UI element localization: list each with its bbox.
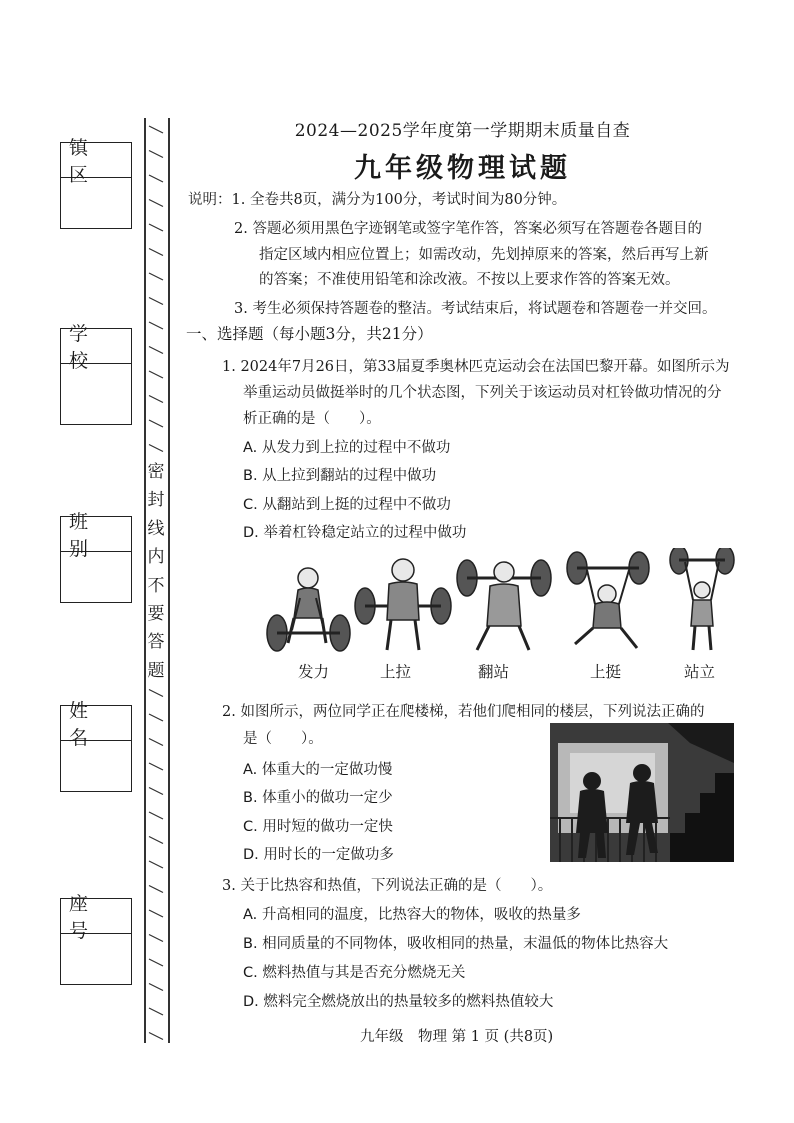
field-seat-label: 座 号 [61, 899, 131, 934]
lifter-stand [670, 548, 734, 650]
hatch-mark [149, 347, 163, 354]
q1-stem: 析正确的是（ ）。 [243, 411, 381, 427]
instruction-line: 3. 考生必须保持答题卷的整洁。考试结束后，将试题卷和答题卷一并交回。 [234, 301, 717, 317]
section-title: 一、选择题（每小题3分，共21分） [186, 325, 433, 343]
seal-char: 封 [147, 490, 165, 511]
hatch-mark [149, 1033, 163, 1040]
q2-stem: 是（ ）。 [243, 731, 323, 747]
weightlifting-figure [262, 548, 742, 658]
hatch-mark [149, 763, 163, 770]
seal-char: 答 [147, 632, 165, 653]
q2-option-d: D. 用时长的一定做功多 [243, 847, 394, 863]
seal-char: 内 [147, 547, 165, 568]
field-seat [60, 893, 132, 985]
field-school [60, 323, 132, 425]
field-class [60, 511, 132, 603]
q3-option-a: A. 升高相同的温度，比热容大的物体，吸收的热量多 [243, 907, 581, 923]
field-class-label: 班 别 [61, 517, 131, 552]
q1-option-c: C. 从翻站到上挺的过程中不做功 [243, 497, 451, 513]
hatch-mark [149, 371, 163, 378]
q3-option-d: D. 燃料完全燃烧放出的热量较多的燃料热值较大 [243, 994, 554, 1010]
q2-option-b: B. 体重小的做功一定少 [243, 790, 393, 806]
hatch-mark [149, 935, 163, 942]
q1-option-a: A. 从发力到上拉的过程中不做功 [243, 440, 451, 456]
hatch-mark [149, 812, 163, 819]
lifter-pull-up [355, 559, 451, 650]
q1-option-b: B. 从上拉到翻站的过程中做功 [243, 468, 437, 484]
exam-title: 2024—2025学年度第一学期期末质量自查 [294, 121, 631, 141]
caption-stand: 站立 [684, 663, 716, 681]
hatch-mark [149, 788, 163, 795]
caption-jerk: 上挺 [590, 663, 622, 681]
seal-char: 线 [147, 518, 165, 539]
field-town [60, 137, 132, 229]
instruction-line: 2. 答题必须用黑色字迹钢笔或签字笔作答，答案必须写在答题卷各题目的 [234, 221, 702, 237]
field-town-label: 镇 区 [61, 143, 131, 178]
q2-option-a: A. 体重大的一定做功慢 [243, 762, 393, 778]
hatch-mark [149, 249, 163, 256]
caption-clean: 翻站 [478, 663, 510, 681]
hatch-mark [149, 322, 163, 329]
field-school-label: 学 校 [61, 329, 131, 364]
instruction-line: 的答案；不准使用铅笔和涂改液。不按以上要求作答的答案无效。 [259, 272, 680, 288]
hatch-mark [149, 175, 163, 182]
field-name [60, 700, 132, 792]
instruction-line: 说明：1. 全卷共8页，满分为100分，考试时间为80分钟。 [188, 192, 567, 208]
hatch-mark [149, 861, 163, 868]
seal-char: 密 [147, 462, 165, 482]
q1-option-d: D. 举着杠铃稳定站立的过程中做功 [243, 525, 467, 541]
q2-stem: 2. 如图所示，两位同学正在爬楼梯，若他们爬相同的楼层，下列说法正确的 [222, 704, 705, 720]
hatch-mark [149, 1008, 163, 1015]
hatch-mark [149, 224, 163, 231]
q3-option-c: C. 燃料热值与其是否充分燃烧无关 [243, 965, 466, 981]
hatch-mark [149, 298, 163, 305]
lifter-jerk [567, 552, 649, 648]
seal-char: 要 [147, 604, 165, 625]
q1-stem: 举重运动员做挺举时的几个状态图，下列关于该运动员对杠铃做功情况的分 [243, 385, 722, 401]
hatch-mark [149, 690, 163, 697]
hatch-mark [149, 959, 163, 966]
caption-pull-start: 发力 [298, 663, 330, 681]
hatch-mark [149, 420, 163, 427]
hatch-mark [149, 151, 163, 158]
q3-stem: 3. 关于比热容和热值，下列说法正确的是（ ）。 [222, 878, 553, 894]
instruction-line: 指定区域内相应位置上；如需改动，先划掉原来的答案，然后再写上新 [259, 247, 709, 263]
hatch-mark [149, 837, 163, 844]
seal-warning [146, 458, 166, 685]
hatch-mark [149, 886, 163, 893]
hatch-mark [149, 910, 163, 917]
exam-subtitle: 九年级物理试题 [354, 153, 571, 184]
hatch-mark [149, 445, 163, 452]
field-name-label: 姓 名 [61, 706, 131, 741]
lifter-pull-start [267, 568, 350, 651]
hatch-mark [149, 200, 163, 207]
stairs-photo [550, 723, 734, 862]
binding-line-right [168, 118, 170, 1043]
hatch-mark [149, 739, 163, 746]
caption-pull-up: 上拉 [380, 663, 412, 681]
q2-option-c: C. 用时短的做功一定快 [243, 819, 393, 835]
page-footer: 九年级 物理 第 1 页 (共8页) [360, 1029, 554, 1045]
lifter-clean [457, 560, 551, 650]
field-school-blank[interactable] [61, 364, 131, 424]
hatch-mark [149, 273, 163, 280]
hatch-mark [149, 396, 163, 403]
seal-char: 题 [147, 660, 165, 681]
hatch-mark [149, 714, 163, 721]
hatch-mark [149, 984, 163, 991]
hatch-mark [149, 126, 163, 133]
q3-option-b: B. 相同质量的不同物体，吸收相同的热量，末温低的物体比热容大 [243, 936, 669, 952]
q1-stem: 1. 2024年7月26日，第33届夏季奥林匹克运动会在法国巴黎开幕。如图所示为 [222, 359, 730, 375]
seal-char: 不 [147, 575, 165, 596]
